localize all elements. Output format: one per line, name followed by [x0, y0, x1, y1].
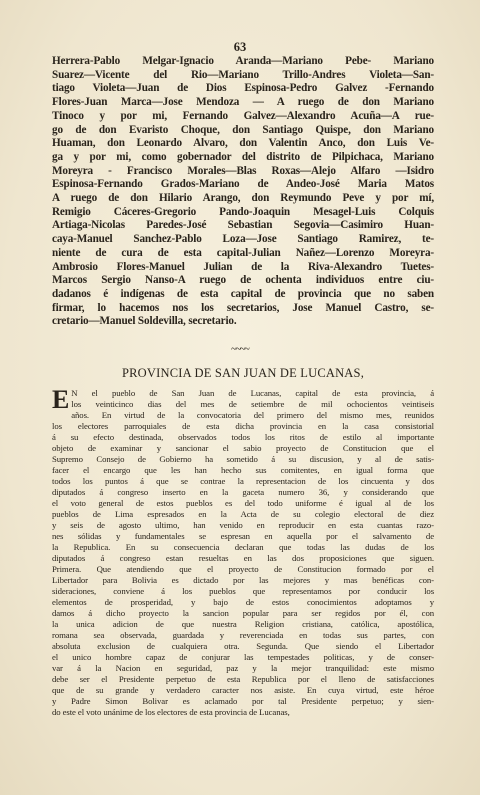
body-line: todos los puntos á que se contrae la representacion de los cincuenta y dos [52, 476, 434, 486]
signature-line: cretario—Manuel Soldevilla, secretario. [52, 315, 237, 328]
body-line: diputados á congreso inserto en la gaceta numero 36, y considerando que [52, 487, 434, 497]
body-line: damos á dicho proyecto la sancion popular para ser regidos por él, con [52, 608, 434, 618]
body-line: absoluta exclusion de cualquiera otra. Segunda. Que siendo el Libertador [52, 641, 434, 651]
body-line: var á la Nacion en seguridad, paz y la mejor tranquilidad: este mismo [52, 663, 434, 673]
body-line: do este el voto unánime de los electores de esta provincia de Lucanas, [52, 707, 290, 717]
signature-line: Suarez—Vicente del Rio—Mariano Trillo-Andres Violeta—San- [52, 68, 434, 81]
signature-line: Flores-Juan Marca—Jose Mendoza — A ruego de don Mariano [52, 96, 434, 109]
section-body [52, 385, 434, 718]
body-line: los electores parroquiales de esta dicha provincia en la casa consistorial [52, 421, 434, 431]
signature-line: Moreyra - Francisco Morales—Blas Roxas—Alejo Alfaro —Isidro [52, 164, 434, 177]
body-line: Supremo Consejo de Gobierno ha sometido á su discusion, y al de satis- [52, 454, 434, 464]
section-heading: PROVINCIA DE SAN JUAN DE LUCANAS, [121, 366, 365, 380]
signature-line: Herrera-Pablo Melgar-Ignacio Aranda—Mariano Pebe- Mariano [52, 55, 434, 67]
signatures-block [52, 55, 434, 329]
body-line: y seis de agosto ultimo, han venido en reproducir en esta cuantas razo- [52, 520, 434, 530]
signature-line: Artiaga-Nicolas Paredes-José Sebastian Segovia—Casimiro Huan- [52, 219, 434, 232]
signature-line: Remigio Cáceres-Gregorio Pando-Joaquin Mesagel-Luis Colquis [52, 205, 434, 218]
drop-cap: E [52, 385, 70, 414]
body-line: la Republica. En su consecuencia declaran que todas las dudas de los [52, 542, 434, 552]
signature-line: ga y por mi, como gobernador del distrito de Pilpichaca, Mariano [52, 150, 434, 163]
signature-line: Marcos Sergio Nanso-A ruego de ochenta individuos entre ciu- [52, 274, 434, 287]
signature-line: Ambrosio Flores-Manuel Julian de la Riva-Alexandro Tuetes- [52, 260, 434, 273]
body-line: diputados á congreso estan resueltas en las dos proposiciones que siguen. [52, 553, 434, 563]
body-line: el voto general de estos pueblos es del todo uniforme é igual al de los [52, 498, 434, 508]
body-line: y Padre Simon Bolivar es aclamado por tal Presidente perpetuo; y sien- [52, 696, 434, 706]
body-line: Libertador para Bolivia es dictado por las mejores y mas benéficas con- [52, 575, 434, 585]
signature-line: Espinosa-Fernando Grados-Mariano de Andeo-José Maria Matos [52, 178, 434, 191]
body-line: elementos de prosperidad, y bajo de estos conocimientos adoptamos y [52, 597, 434, 607]
signature-line: dadanos é indígenas de esta capital de provincia que no saben [52, 287, 434, 300]
body-line: Primera. Que atendiendo que el proyecto de Constitucion formado por el [52, 564, 434, 574]
signature-line: go de don Evaristo Choque, don Santiago Quispe, don Mariano [52, 123, 434, 136]
body-line: años. En virtud de la convocatoria del primero del mismo mes, reunidos [71, 410, 434, 420]
body-line: los veinticinco dias del mes de setiembre de mil ochocientos veintiseis [71, 399, 434, 409]
body-line: objeto de examinar y sancionar el sabio proyecto de Constitucion que el [52, 443, 434, 453]
signature-line: A ruego de don Hilario Arango, don Reymundo Peve y por mí, [52, 192, 434, 205]
body-line: que de su grande y verdadero caracter nos asiste. En cuya virtud, este héroe [52, 685, 434, 695]
ornament-divider: ~~~~ [231, 344, 249, 355]
body-line: pueblos de Lima espresados en la Acta de su colegio electoral de diez [52, 509, 434, 519]
signature-line: tiago Violeta—Juan de Dios Espinosa-Pedro Galvez -Fernando [52, 82, 434, 95]
signature-line: niente de cura de esta capital-Julian Nañez—Lorenzo Moreyra- [52, 246, 434, 259]
body-line: N el pueblo de San Juan de Lucanas, capital de esta provincia, á [71, 388, 434, 398]
body-line: la unica adicion de que nuestra Religion cristiana, católica, apostólica, [52, 619, 434, 629]
signature-line: firmar, lo hacemos nos los secretarios, Jose Manuel Castro, se- [52, 301, 434, 314]
page-number: 63 [233, 40, 247, 54]
body-line: sideraciones, conviene á los pueblos que representamos por conducir los [52, 586, 434, 596]
body-line: nes sólidas y fundamentales se espresan en aquella por el salvamento de [52, 531, 434, 541]
body-line: facer el encargo que les han hecho sus comitentes, en igual forma que [52, 465, 434, 475]
signature-line: caya-Manuel Sanchez-Pablo Loza—Jose Santiago Ramirez, te- [52, 233, 434, 246]
body-line: romana sea observada, guardada y reverenciada en todas sus partes, con [52, 630, 434, 640]
signature-line: Tinoco y por mi, Fernando Galvez—Alexandro Acuña—A rue- [52, 109, 434, 122]
signature-line: Huaman, don Leonardo Alvaro, don Valentin Anco, don Luis Ve- [52, 137, 434, 150]
body-line: el unico hombre capaz de conjurar las tempestades politicas, y de conser- [52, 652, 434, 662]
body-line: debe ser el Presidente perpetuo de esta Republica por el lleno de satisfacciones [52, 674, 434, 684]
body-line: á su efecto destinada, observados todos los ritos de estilo al importante [52, 432, 434, 442]
